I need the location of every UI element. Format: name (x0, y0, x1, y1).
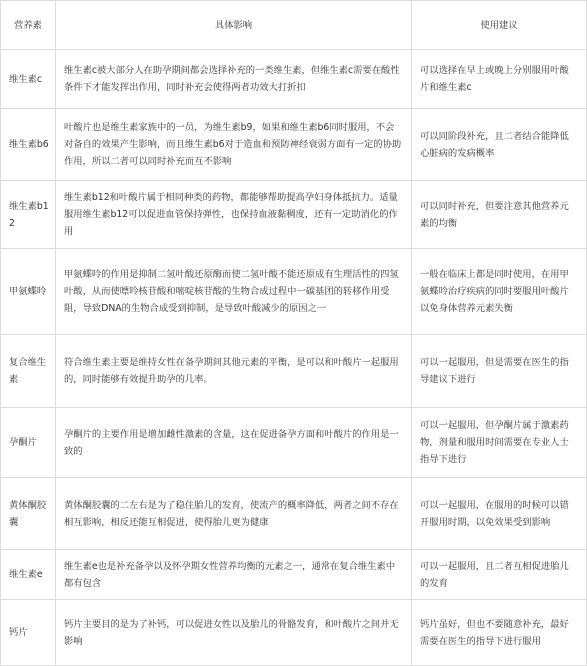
table-header-row (1, 1, 587, 50)
row-effect: 维生素c被大部分人在助孕期间都会选择补充的一类维生素，但维生素c需要在酸性条件下才能发挥出作用，同时补充会使得两者功效大打折扣 (56, 50, 412, 109)
row-nutrient: 复合维生素 (1, 335, 56, 408)
row-effect: 符合维生素主要是维持女性在备孕期间其他元素的平衡，是可以和叶酸片一起服用的，同时能够有效提升助孕的几率。 (56, 335, 412, 408)
row-effect: 钙片主要目的是为了补钙，可以促进女性以及胎儿的骨骼发育，和叶酸片之间并无影响 (56, 600, 412, 666)
row-effect: 黄体酮胶囊的二左右是为了稳住胎儿的发育，使流产的概率降低，两者之间不存在相互影响，相反还能互相促进，使得胎儿更为健康 (56, 478, 412, 550)
row-effect: 维生素b12和叶酸片属于相同种类的药物，都能够帮助提高孕妇身体抵抗力。适量服用维生素b12可以促进血管保持弹性，也保持血液黏稠度，还有一定助消化的作用 (56, 181, 412, 249)
table-row (1, 50, 587, 109)
row-advice: 可以同阶段补充，且二者结合能降低心脏病的发病概率 (412, 109, 587, 181)
row-nutrient: 钙片 (1, 600, 56, 666)
row-advice: 可以一起服用，在服用的时候可以错开服用时期，以免效果受到影响 (412, 478, 587, 550)
header-effect: 具体影响 (56, 1, 412, 50)
row-nutrient: 黄体酮胶囊 (1, 478, 56, 550)
row-nutrient: 孕酮片 (1, 408, 56, 478)
row-advice: 一般在临床上都是同时使用，在用甲氨蝶呤治疗疾病的同时要服用叶酸片以免身体营养元素失衡 (412, 249, 587, 335)
row-effect: 甲氨蝶呤的作用是抑制二氢叶酸还原酶而使二氢叶酸不能还原成有生理活性的四氢叶酸，从而使嘌呤核苷酸和嘧啶核苷酸的生物合成过程中一碳基团的转移作用受阻，导致DNA的生物合成受到抑制，是导致叶酸减少的原因之一 (56, 249, 412, 335)
row-nutrient: 维生素b12 (1, 181, 56, 249)
row-effect: 维生素e也是补充备孕以及怀孕期女性营养均衡的元素之一，通常在复合维生素中都有包含 (56, 550, 412, 600)
table-row (1, 550, 587, 600)
row-advice: 可以选择在早上或晚上分别服用叶酸片和维生素c (412, 50, 587, 109)
table-row (1, 109, 587, 181)
table-row (1, 600, 587, 666)
row-nutrient: 维生素e (1, 550, 56, 600)
table-row (1, 335, 587, 408)
table-row (1, 181, 587, 249)
row-advice: 可以一起服用，且二者互相促进胎儿的发育 (412, 550, 587, 600)
row-nutrient: 维生素b6 (1, 109, 56, 181)
header-nutrient: 营养素 (1, 1, 56, 50)
row-nutrient: 维生素c (1, 50, 56, 109)
row-advice: 钙片虽好，但也不要随意补充，最好需要在医生的指导下进行服用 (412, 600, 587, 666)
table-row (1, 478, 587, 550)
header-advice: 使用建议 (412, 1, 587, 50)
row-effect: 孕酮片的主要作用是增加雌性激素的含量，这在促进备孕方面和叶酸片的作用是一致的 (56, 408, 412, 478)
row-nutrient: 甲氨蝶呤 (1, 249, 56, 335)
row-effect: 叶酸片也是维生素家族中的一员，为维生素b9，如果和维生素b6同时服用，不会对备自的效果产生影响，而且维生素b6对于造血和预防神经衰弱方面有一定的协助作用，所以二者可以同时补充而互不影响 (56, 109, 412, 181)
table-row (1, 408, 587, 478)
row-advice: 可以一起服用，但是需要在医生的指导建议下进行 (412, 335, 587, 408)
row-advice: 可以一起服用，但孕酮片属于激素药物，剂量和服用时间需要在专业人士指导下进行 (412, 408, 587, 478)
row-advice: 可以同时补充，但要注意其他营养元素的均衡 (412, 181, 587, 249)
table-row (1, 249, 587, 335)
